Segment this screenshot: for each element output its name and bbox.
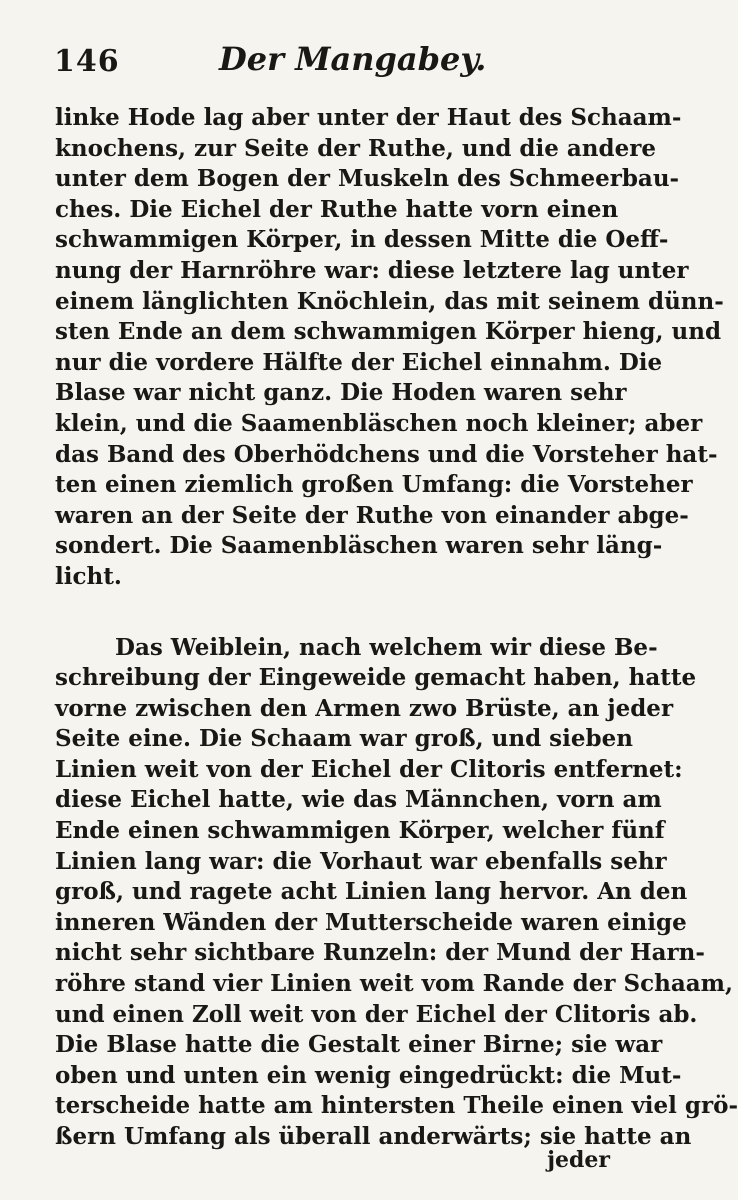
text-line: sondert. Die Saamenbläschen waren sehr läng- xyxy=(55,532,663,560)
text-line: ches. Die Eichel der Ruthe hatte vorn einen xyxy=(55,195,619,223)
text-line: knochens, zur Seite der Ruthe, und die andere xyxy=(55,134,656,162)
text-line: diese Eichel hatte, wie das Männchen, vorn am xyxy=(55,786,662,814)
text-line: Linien weit von der Eichel der Clitoris entfernet: xyxy=(55,755,683,783)
text-line: Das Weiblein, nach welchem wir diese Be- xyxy=(115,633,658,661)
text-line: schreibung der Eingeweide gemacht haben, hatte xyxy=(55,664,697,692)
text-line: ßern Umfang als überall anderwärts; sie hatte an xyxy=(55,1123,692,1150)
text-line: unter dem Bogen der Muskeln des Schmeerbau- xyxy=(55,165,680,193)
page-header xyxy=(54,40,614,84)
text-line: einem länglichten Knöchlein, das mit seinem dünn- xyxy=(55,287,724,315)
body-text xyxy=(55,103,738,1153)
text-line: nur die vordere Hälfte der Eichel einnahm. Die xyxy=(55,348,663,376)
text-line: klein, und die Saamenbläschen noch kleiner; aber xyxy=(55,409,703,437)
page-number: 146 xyxy=(54,44,120,79)
text-line: Seite eine. Die Schaam war groß, und sieben xyxy=(55,725,633,753)
text-line: licht. xyxy=(55,562,122,590)
text-line: inneren Wänden der Mutterscheide waren einige xyxy=(55,908,687,936)
text-line: linke Hode lag aber unter der Haut des Schaam- xyxy=(55,104,682,131)
text-line: waren an der Seite der Ruthe von einander abge- xyxy=(55,501,689,529)
text-line: oben und unten ein wenig eingedrückt: die Mut- xyxy=(55,1061,682,1089)
text-line: vorne zwischen den Armen zwo Brüste, an jeder xyxy=(55,694,674,722)
text-line: sten Ende an dem schwammigen Körper hieng, und xyxy=(55,318,722,346)
text-line: röhre stand vier Linien weit vom Rande der Schaam, xyxy=(55,970,733,998)
paragraph xyxy=(55,633,738,1153)
paragraph xyxy=(55,103,724,593)
text-line: Blase war nicht ganz. Die Hoden waren sehr xyxy=(55,379,627,407)
text-line: terscheide hatte am hintersten Theile einen viel grö- xyxy=(55,1092,738,1120)
paragraph-gap xyxy=(55,593,610,633)
text-line: das Band des Oberhödchens und die Vorsteher hat- xyxy=(55,440,718,468)
running-head: Der Mangabey. xyxy=(219,40,487,78)
text-line: nung der Harnröhre war: diese letztere lag unter xyxy=(55,256,689,284)
text-line: Die Blase hatte die Gestalt einer Birne; sie war xyxy=(55,1031,663,1059)
text-line: ten einen ziemlich großen Umfang: die Vorsteher xyxy=(55,471,693,499)
text-line: Ende einen schwammigen Körper, welcher fünf xyxy=(55,817,665,845)
text-line: und einen Zoll weit von der Eichel der Clitoris ab. xyxy=(55,1000,698,1028)
catchword: jeder xyxy=(547,1147,610,1173)
text-line: nicht sehr sichtbare Runzeln: der Mund der Harn- xyxy=(55,939,705,967)
text-line: Linien lang war: die Vorhaut war ebenfalls sehr xyxy=(55,847,667,875)
text-line: schwammigen Körper, in dessen Mitte die Oeff- xyxy=(55,226,669,254)
text-line: groß, und ragete acht Linien lang hervor. An den xyxy=(55,878,688,906)
